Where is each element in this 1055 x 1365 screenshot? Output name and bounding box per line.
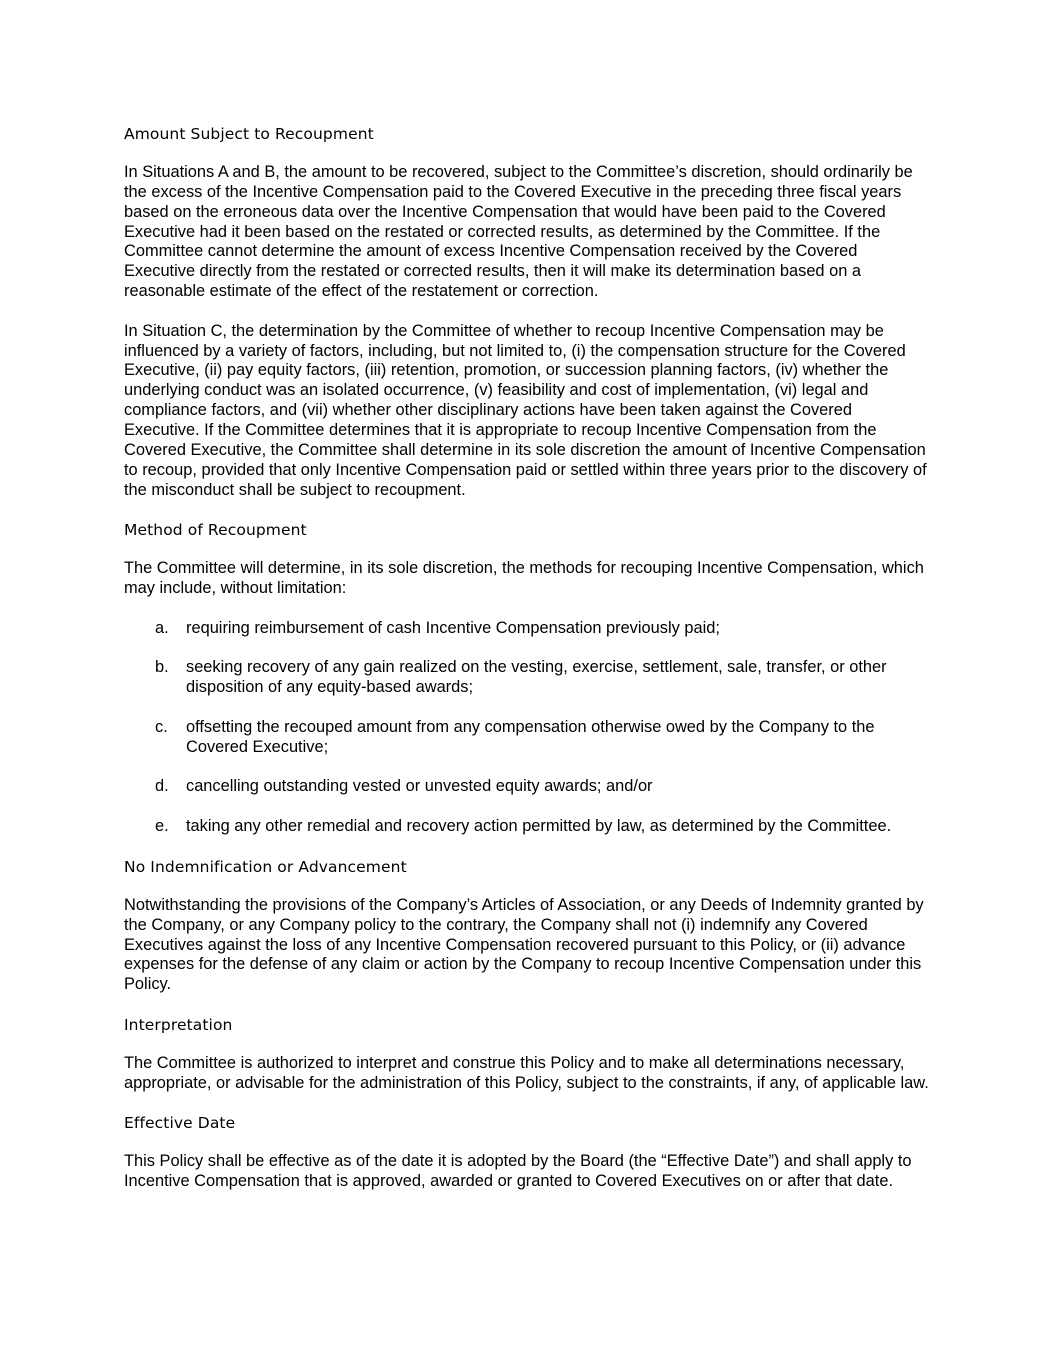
section-heading-amount-subject-to-recoupment: Amount Subject to Recoupment [124, 125, 374, 143]
list-item-text: cancelling outstanding vested or unvested equity awards; and/or [186, 777, 653, 796]
paragraph-no-indemnification: Notwithstanding the provisions of the Company’s Articles of Association, or any Deeds of Indemnity granted by the Company, or any Company policy to the contrary, the Company shall not (i) indemnify any Covered Executives against the loss of any Incentive Compensation recovered pursuant to this Policy, or (ii) advance expenses for the defense of any claim or action by the Company to recoup Incentive Compensation under this Policy. [124, 895, 924, 994]
section-heading-no-indemnification: No Indemnification or Advancement [124, 857, 407, 876]
recoupment-methods-list [124, 619, 929, 837]
paragraph-interpretation: The Committee is authorized to interpret and construe this Policy and to make all determinations necessary, appropriate, or advisable for the administration of this Policy, subject to the constraints, if any, of applicable law. [124, 1053, 929, 1092]
list-marker: a. [155, 618, 169, 637]
list-marker: d. [155, 777, 169, 796]
paragraph-situations-a-b: In Situations A and B, the amount to be recovered, subject to the Committee’s discretion, should ordinarily be the excess of the Incentive Compensation paid to the Covered Executive in the preceding three fiscal years based on the erroneous data over the Incentive Compensation that would have been paid to the Covered Executive had it been based on the restated or corrected results, as determined by the Committee. If the Committee cannot determine the amount of excess Incentive Compensation received by the Covered Executive directly from the restated or corrected results, then it will make its determination based on a reasonable estimate of the effect of the restatement or correction. [124, 163, 913, 301]
list-marker: e. [155, 817, 169, 836]
list-item [124, 718, 929, 758]
list-item-text: offsetting the recouped amount from any compensation otherwise owed by the Company to the Covered Executive; [186, 717, 875, 756]
list-item [124, 817, 929, 837]
list-item [124, 619, 929, 639]
list-marker: c. [155, 717, 168, 736]
section-heading-interpretation: Interpretation [124, 1015, 233, 1034]
list-item-text: taking any other remedial and recovery action permitted by law, as determined by the Committee. [186, 817, 892, 836]
paragraph-effective-date: This Policy shall be effective as of the date it is adopted by the Board (the “Effective Date”) and shall apply to Incentive Compensation that is approved, awarded or granted to Covered Executives on or after that date. [124, 1152, 912, 1191]
list-item [124, 777, 929, 797]
paragraph-situation-c: In Situation C, the determination by the Committee of whether to recoup Incentive Compensation may be influenced by a variety of factors, including, but not limited to, (i) the compensation structure for the Covered Executive, (ii) pay equity factors, (iii) retention, promotion, or succession planning factors, (iv) whether the underlying conduct was an isolated occurrence, (v) feasibility and cost of implementation, (vi) legal and compliance factors, and (vii) whether other disciplinary actions have been taken against the Covered Executive. If the Committee determines that it is appropriate to recoup Incentive Compensation from the Covered Executive, the Committee shall determine in its sole discretion the amount of Incentive Compensation to recoup, provided that only Incentive Compensation paid or settled within three years prior to the discovery of the misconduct shall be subject to recoupment. [124, 321, 927, 499]
list-item [124, 658, 929, 698]
list-item-text: requiring reimbursement of cash Incentive Compensation previously paid; [186, 618, 720, 637]
list-marker: b. [155, 658, 169, 677]
section-heading-effective-date: Effective Date [124, 1114, 236, 1133]
document-body [124, 124, 929, 1212]
section-heading-method-of-recoupment: Method of Recoupment [124, 521, 307, 540]
paragraph-recoupment-methods-intro: The Committee will determine, in its sole discretion, the methods for recouping Incentive Compensation, which may include, without limitation: [124, 559, 924, 598]
list-item-text: seeking recovery of any gain realized on the vesting, exercise, settlement, sale, transfer, or other disposition of any equity-based awards; [186, 658, 887, 697]
